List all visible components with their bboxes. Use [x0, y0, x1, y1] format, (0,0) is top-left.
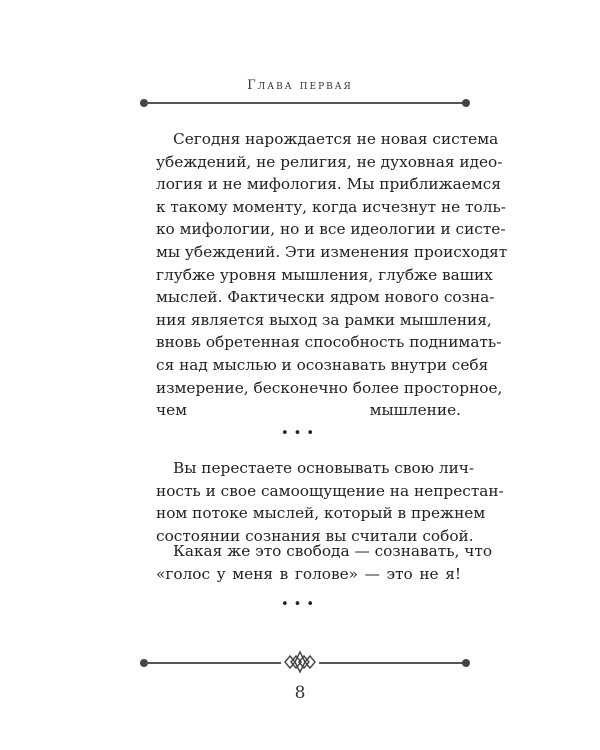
text-line: логия и не мифология. Мы приближаемся — [156, 175, 501, 194]
knot-ornament-icon — [281, 648, 319, 676]
chapter-title: Глава первая — [247, 78, 353, 93]
rule-end-dot — [462, 99, 470, 107]
paragraph-1 — [156, 128, 508, 422]
text-line: Какая же это свобода — сознавать, что — [173, 542, 493, 560]
text-line: убеждений, не религия, не духовная идео- — [156, 152, 503, 171]
section-separator: ••• — [280, 426, 319, 441]
text-line: Сегодня нарождается не новая система — [173, 130, 499, 148]
text-line: Вы перестаете основывать свою лич- — [173, 459, 475, 477]
rule-line — [146, 102, 464, 104]
text-line: состоянии сознания вы считали собой. — [156, 526, 474, 545]
text-line: чем мышление. — [156, 401, 461, 420]
text-line: «голос у меня в голове» — это не я! — [156, 564, 461, 583]
text-line: ния является выход за рамки мышления, — [156, 310, 492, 329]
text-line: мы убеждений. Эти изменения происходят — [156, 242, 508, 261]
rule-end-dot — [462, 659, 470, 667]
paragraph-3 — [156, 540, 493, 585]
text-line: к такому моменту, когда исчезнут не толь- — [156, 197, 506, 216]
page-number: 8 — [294, 683, 306, 703]
text-line: ко мифологии, но и все идеологии и систе- — [156, 220, 506, 239]
text-line: ность и свое самоощущение на непрестан- — [156, 481, 504, 500]
text-line: ном потоке мыслей, который в прежнем — [156, 504, 486, 523]
section-separator: ••• — [280, 597, 319, 612]
text-line: вновь обретенная способность поднимать- — [156, 333, 502, 352]
text-line: ся над мыслью и осознавать внутри себя — [156, 355, 489, 374]
text-line: измерение, бесконечно более просторное, — [156, 378, 503, 397]
text-line: мыслей. Фактически ядром нового созна- — [156, 288, 495, 307]
text-line: глубже уровня мышления, глубже ваших — [156, 265, 493, 284]
paragraph-2 — [156, 457, 504, 547]
top-ornament-rule — [140, 96, 470, 110]
